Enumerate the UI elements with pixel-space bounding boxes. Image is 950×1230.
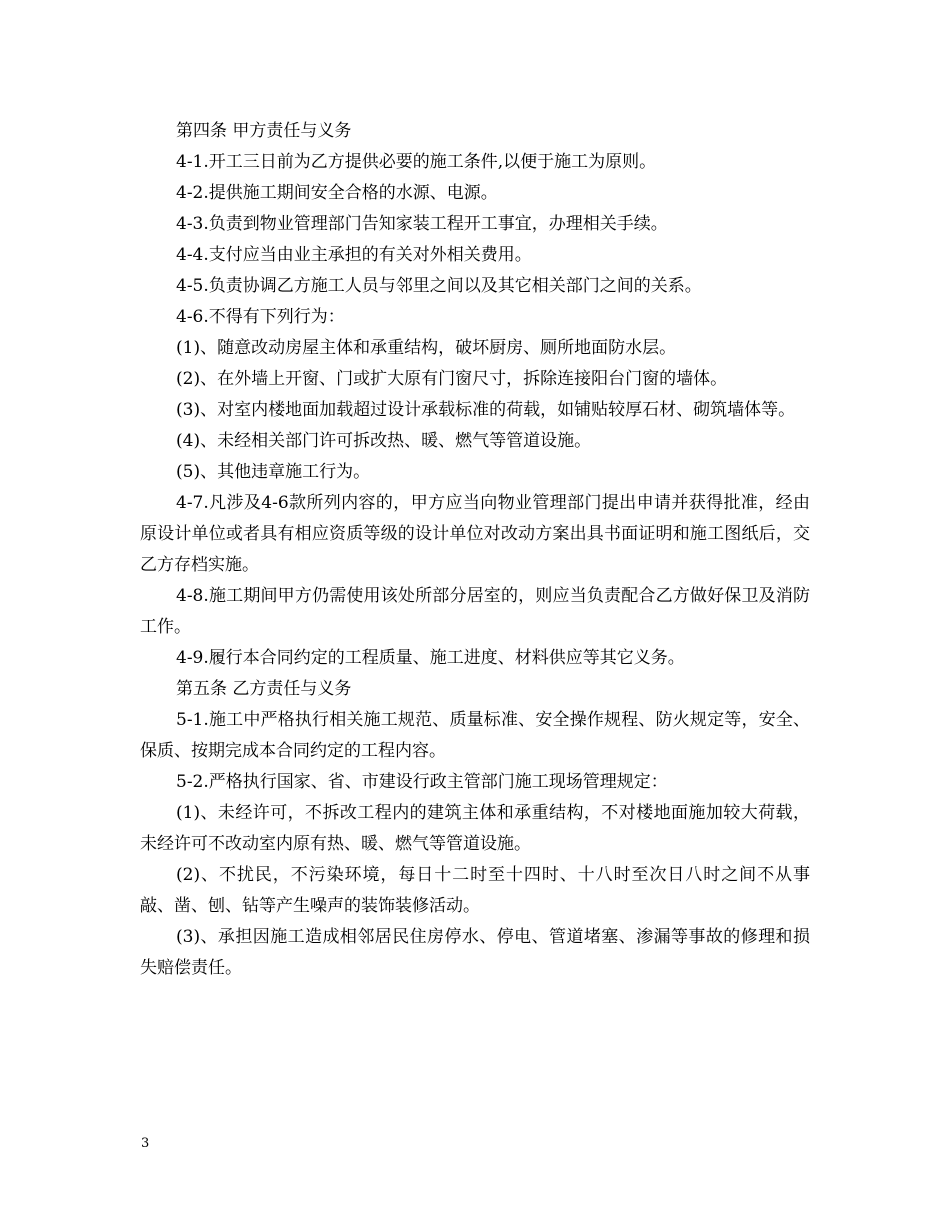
clause-4-7: 4-7.凡涉及4-6款所列内容的，甲方应当向物业管理部门提出申请并获得批准，经由原设计单位或者具有相应资质等级的设计单位对改动方案出具书面证明和施工图纸后，交乙方存档实施。 <box>140 493 810 575</box>
clause-4-6-item-4: (4)、未经相关部门许可拆改热、暖、燃气等管道设施。 <box>176 431 592 451</box>
clause-4-2: 4-2.提供施工期间安全合格的水源、电源。 <box>176 183 498 203</box>
page-number: 3 <box>141 1136 150 1151</box>
clause-4-5: 4-5.负责协调乙方施工人员与邻里之间以及其它相关部门之间的关系。 <box>176 276 702 296</box>
clause-4-1: 4-1.开工三日前为乙方提供必要的施工条件,以便于施工为原则。 <box>176 152 657 172</box>
clause-5-1: 5-1.施工中严格执行相关施工规范、质量标准、安全操作规程、防火规定等，安全、保质、按期完成本合同约定的工程内容。 <box>140 710 810 761</box>
clause-4-6-item-3: (3)、对室内楼地面加载超过设计承载标准的荷载，如铺贴较厚石材、砌筑墙体等。 <box>176 400 796 420</box>
clause-4-9: 4-9.履行本合同约定的工程质量、施工进度、材料供应等其它义务。 <box>176 648 685 668</box>
document-body <box>140 116 810 984</box>
section-heading-5: 第五条 乙方责任与义务 <box>176 679 352 699</box>
clause-4-4: 4-4.支付应当由业主承担的有关对外相关费用。 <box>176 245 532 265</box>
clause-4-8: 4-8.施工期间甲方仍需使用该处所部分居室的，则应当负责配合乙方做好保卫及消防工作。 <box>140 586 810 637</box>
clause-4-6-item-5: (5)、其他违章施工行为。 <box>176 462 371 482</box>
clause-5-2: 5-2.严格执行国家、省、市建设行政主管部门施工现场管理规定： <box>176 772 668 792</box>
clause-4-6-item-2: (2)、在外墙上开窗、门或扩大原有门窗尺寸，拆除连接阳台门窗的墙体。 <box>176 369 728 389</box>
clause-5-2-item-1: (1)、未经许可，不拆改工程内的建筑主体和承重结构，不对楼地面施加较大荷载，未经许可不改动室内原有热、暖、燃气等管道设施。 <box>140 803 810 854</box>
clause-4-6-item-1: (1)、随意改动房屋主体和承重结构，破坏厨房、厕所地面防水层。 <box>176 338 677 358</box>
section-heading-4: 第四条 甲方责任与义务 <box>176 121 352 141</box>
clause-5-2-item-2: (2)、不扰民，不污染环境，每日十二时至十四时、十八时至次日八时之间不从事敲、凿、刨、钻等产生噪声的装饰装修活动。 <box>140 865 810 916</box>
clause-5-2-item-3: (3)、承担因施工造成相邻居民住房停水、停电、管道堵塞、渗漏等事故的修理和损失赔偿责任。 <box>140 927 810 978</box>
clause-4-6: 4-6.不得有下列行为： <box>176 307 345 327</box>
clause-4-3: 4-3.负责到物业管理部门告知家装工程开工事宜，办理相关手续。 <box>176 214 668 234</box>
